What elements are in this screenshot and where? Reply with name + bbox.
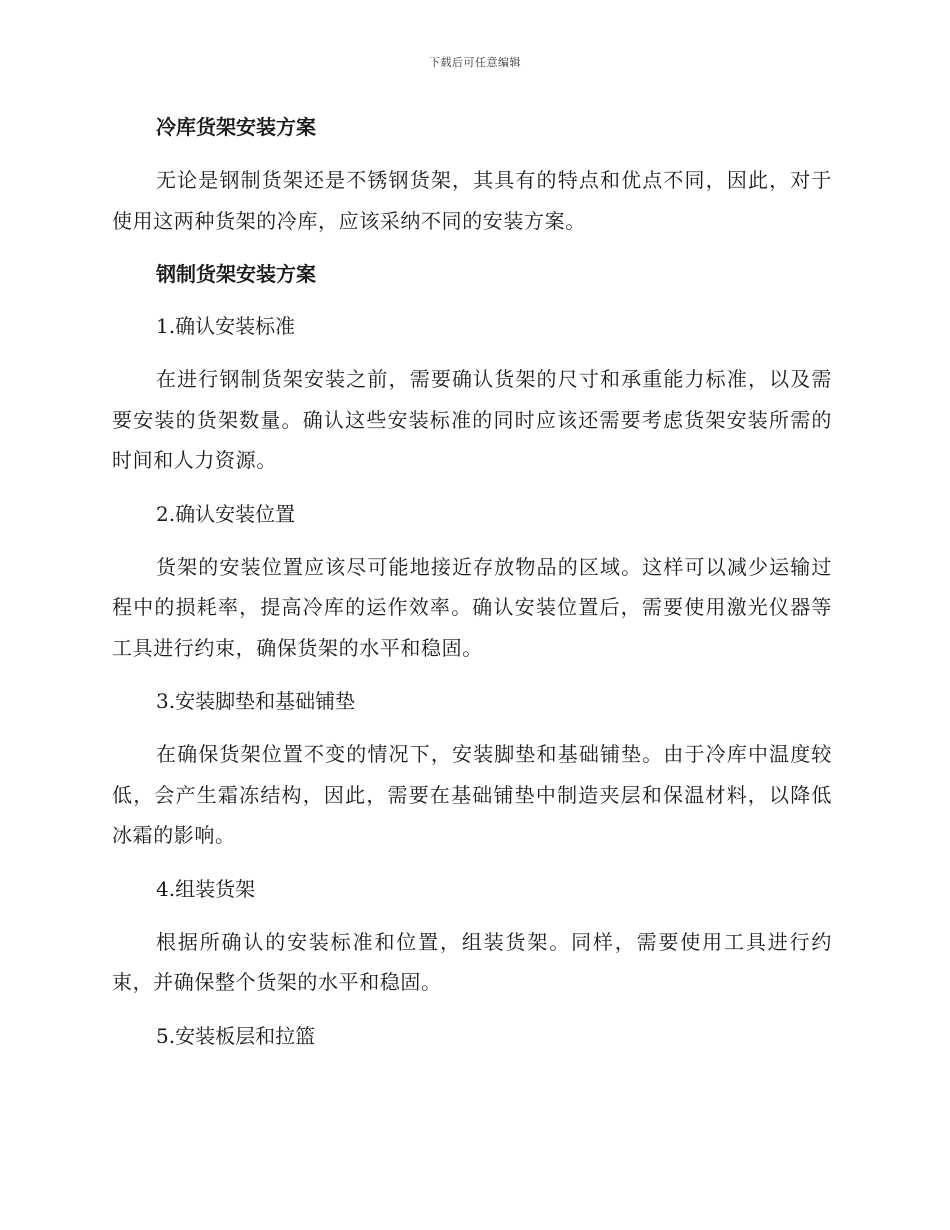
step-title: 2.确认安装位置 — [156, 501, 296, 526]
step-title: 5.安装板层和拉篮 — [156, 1023, 316, 1048]
step-title: 1.确认安装标准 — [156, 314, 296, 338]
section-title: 钢制货架安装方案 — [156, 262, 316, 286]
document-content — [112, 108, 832, 1069]
document-title: 冷库货架安装方案 — [156, 115, 316, 139]
step-title: 4.组装货架 — [156, 876, 256, 901]
intro-paragraph: 无论是钢制货架还是不锈钢货架，其具有的特点和优点不同，因此，对于使用这两种货架的冷库，应该采纳不同的安装方案。 — [112, 168, 832, 233]
step-body: 根据所确认的安装标准和位置，组装货架。同样，需要使用工具进行约束，并确保整个货架的水平和稳固。 — [112, 929, 832, 994]
step-body: 在确保货架位置不变的情况下，安装脚垫和基础铺垫。由于冷库中温度较低，会产生霜冻结构，因此，需要在基础铺垫中制造夹层和保温材料，以降低冰霜的影响。 — [112, 742, 832, 847]
header-note: 下载后可任意编辑 — [429, 56, 521, 69]
step-body: 在进行钢制货架安装之前，需要确认货架的尺寸和承重能力标准，以及需要安装的货架数量。确认这些安装标准的同时应该还需要考虑货架安装所需的时间和人力资源。 — [112, 367, 832, 472]
step-title: 3.安装脚垫和基础铺垫 — [156, 689, 356, 713]
step-body: 货架的安装位置应该尽可能地接近存放物品的区域。这样可以减少运输过程中的损耗率，提高冷库的运作效率。确认安装位置后，需要使用激光仪器等工具进行约束，确保货架的水平和稳固。 — [112, 554, 832, 660]
